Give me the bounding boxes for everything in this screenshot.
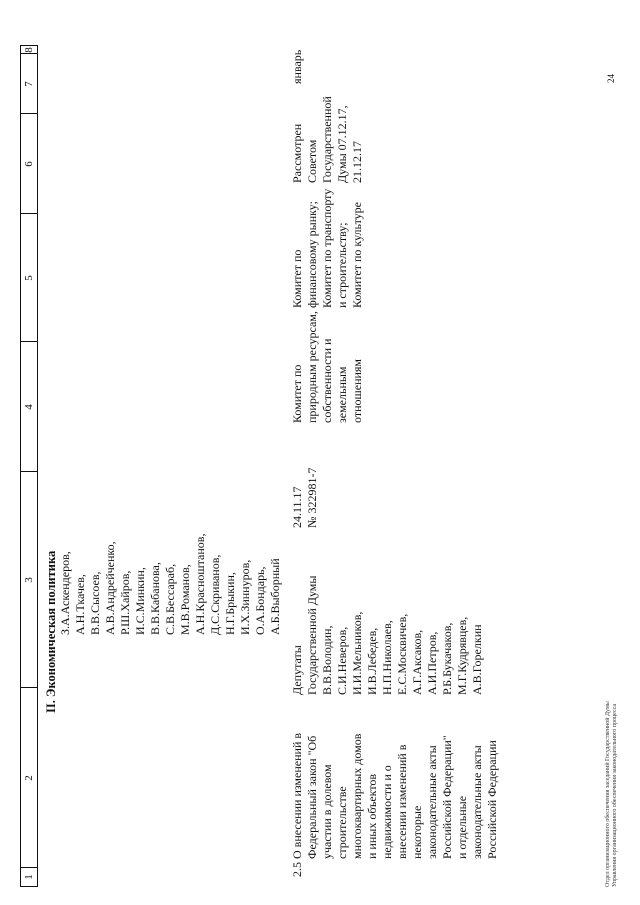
page-number: 24 xyxy=(606,74,616,83)
registration-date-number: 24.11.17 № 322981-7 xyxy=(290,467,319,528)
bill-status: Рассмотрен Советом Государственной Думы 07.12.17, 21.12.17 xyxy=(290,96,364,183)
column-number: 6 xyxy=(23,161,35,167)
column-number: 3 xyxy=(23,577,35,583)
column-number: 4 xyxy=(23,404,35,410)
column-number: 8 xyxy=(23,47,35,53)
column-number: 5 xyxy=(23,275,35,281)
column-number: 7 xyxy=(23,81,35,87)
column-number-row xyxy=(20,45,38,887)
planned-month: январь xyxy=(290,49,304,84)
bill-title: О внесении изменений в Федеральный закон "Об участии в долевом строительстве многоквартирных домов и иных объектов недвижимости и о внесении изменений в некоторые законодательные акты Российской Федерации" и отдельные законодательные акты Российской Федерации xyxy=(290,732,499,859)
column-number: 2 xyxy=(23,775,35,781)
responsible-committee: Комитет по природным ресурсам, собственности и земельным отношениям xyxy=(290,311,364,423)
column-number: 1 xyxy=(23,874,35,880)
row-number: 2.5 xyxy=(290,862,304,877)
footer-department: Отдел организационного обеспечения заседаний Государственной Думы Управления организационного обеспечения законодательного процесса xyxy=(605,701,618,887)
bill-authors: Депутаты Государственной Думы В.В.Володин, С.И.Неверов, И.И.Мельников, И.В.Лебедев, Н.П.Николаев, Е.С.Москвичев, А.Г.Аксаков, А.И.Петров, Р.Б.Букачаков, М.Г.Кудрявцев, А.В.Горелкин xyxy=(290,575,484,695)
section-authors: З.А.Аскендеров, А.Н.Ткачев, В.В.Сысоев, А.В.Андрейченко, Р.Ш.Хайров, И.С.Минкин, В.В.Кабанова, С.В.Бессараб, М.В.Романов, А.Н.Красноштанов, Д.С.Скриванов, Н.Г.Брыкин, И.Х.Зиннуров, О.А.Бондарь, А.Б.Выборный xyxy=(58,533,282,635)
co-executor-committees: Комитет по финансовому рынку; Комитет по транспорту и строительству; Комитет по культуре xyxy=(290,188,364,308)
section-title: II. Экономическая политика xyxy=(44,550,58,713)
